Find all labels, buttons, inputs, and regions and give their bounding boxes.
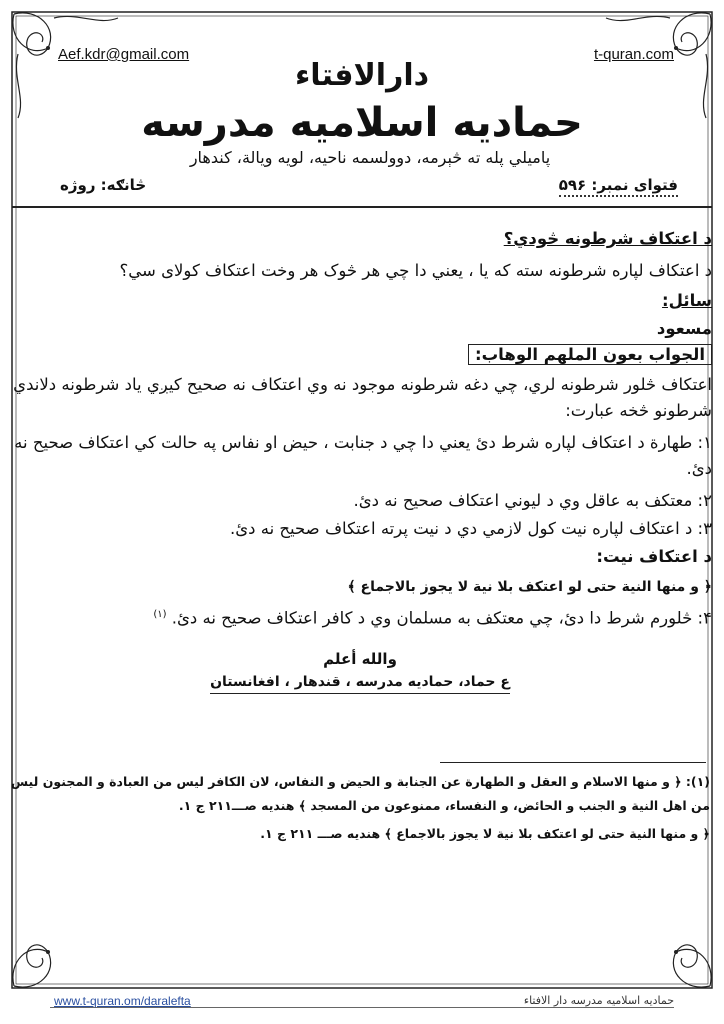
institution-title: حماديه اسلاميه مدرسه bbox=[141, 100, 583, 146]
fatwa-number bbox=[559, 176, 678, 194]
header-divider bbox=[12, 206, 712, 208]
answer-intro: اعتکاف څلور شرطونه لري، چي دغه شرطونه موجود نه وي اعتکاف نه صحيح کيږي ياد شرطونه دلاندي شرطونو څخه عبارت: bbox=[13, 375, 712, 420]
answer-item-4 bbox=[12, 602, 712, 632]
contact-email[interactable]: Aef.kdr@gmail.com bbox=[58, 46, 190, 63]
footnote-separator bbox=[440, 762, 706, 763]
question-heading bbox=[12, 226, 712, 252]
answer-item-3: ۳: د اعتکاف لپاره نيت کول لازمي دي د نيت پرته اعتکاف صحيح نه دئ. bbox=[229, 519, 712, 538]
questioner-label-text: سائل: bbox=[662, 291, 712, 310]
question-heading-text: د اعتکاف شرطونه څودي؟ bbox=[503, 229, 712, 248]
niyyat-heading: د اعتکاف نيت: bbox=[596, 547, 712, 566]
address-line: پاميلي پله ته څېرمه، دوولسمه ناحيه، لويه ويالة، کندهار bbox=[189, 148, 551, 167]
footer-institution: حماديه اسلاميه مدرسه دار الافتاء bbox=[523, 994, 674, 1007]
footnote-2: ﴿ و منها النية حتى لو اعتكف بلا نية لا يجوز بالاجماع ﴾ هنديه صـــ ۲۱۱ ج ۱. bbox=[260, 826, 710, 841]
arabic-quote: ﴿ و منها النية حتى لو اعتكف بلا نية لا يجوز بالاجماع ﴾ bbox=[347, 579, 712, 595]
answer-item-1: ۱: طهارة د اعتکاف لپاره شرط دئ يعني دا چي د جنابت ، حيض او نفاس په حالت کي اعتکاف صحيح نه دئ. bbox=[14, 433, 712, 478]
signature-block bbox=[210, 650, 510, 694]
question-text: د اعتکاف لپاره شرطونه سته که يا ، يعني دا چي هر څوک هر وخت اعتکاف کولای سي؟ bbox=[119, 261, 712, 280]
answer-opening-text: الجواب بعون الملهم الوهاب: bbox=[468, 344, 712, 365]
answer-item-4-text: ۴: څلورم شرط دا دئ، چي معتکف به مسلمان وي د کافر اعتکاف صحيح نه دئ. bbox=[171, 608, 712, 628]
fatwa-number-text: فتواى نمبر: ۵۹۶ bbox=[559, 176, 678, 197]
questioner-label bbox=[12, 288, 712, 314]
website-link[interactable]: t-quran.com bbox=[593, 46, 674, 63]
section-label: څانګه: روژه bbox=[60, 176, 147, 194]
footer-link[interactable]: www.t-quran.om/daralefta bbox=[54, 994, 191, 1008]
answer-opening bbox=[12, 342, 712, 368]
answer-item-2: ۲: معتکف به عاقل وي د ليوني اعتکاف صحيح نه دئ. bbox=[353, 491, 712, 510]
signature-name: ع حماد، حماديه مدرسه ، قندهار ، افغانستان bbox=[210, 674, 510, 694]
footnote-1: (۱): ﴿ و منها الاسلام و العقل و الطهارة عن الجنابة و الحيض و النفاس، لان الكافر ليس من العبادة و المجنون ليس من اهل النية و الجنب و الحائض، و النفساء، ممنوعون من المسجد ﴾ هنديه صـــ۲۱۱ ج ۱. bbox=[10, 774, 710, 813]
questioner-name: مسعود bbox=[656, 319, 712, 338]
institution-subtitle: دارالافتاء bbox=[294, 58, 430, 93]
wallahu-alam: والله أعلم bbox=[323, 650, 397, 668]
footnote-marker[interactable]: (۱) bbox=[153, 609, 167, 620]
